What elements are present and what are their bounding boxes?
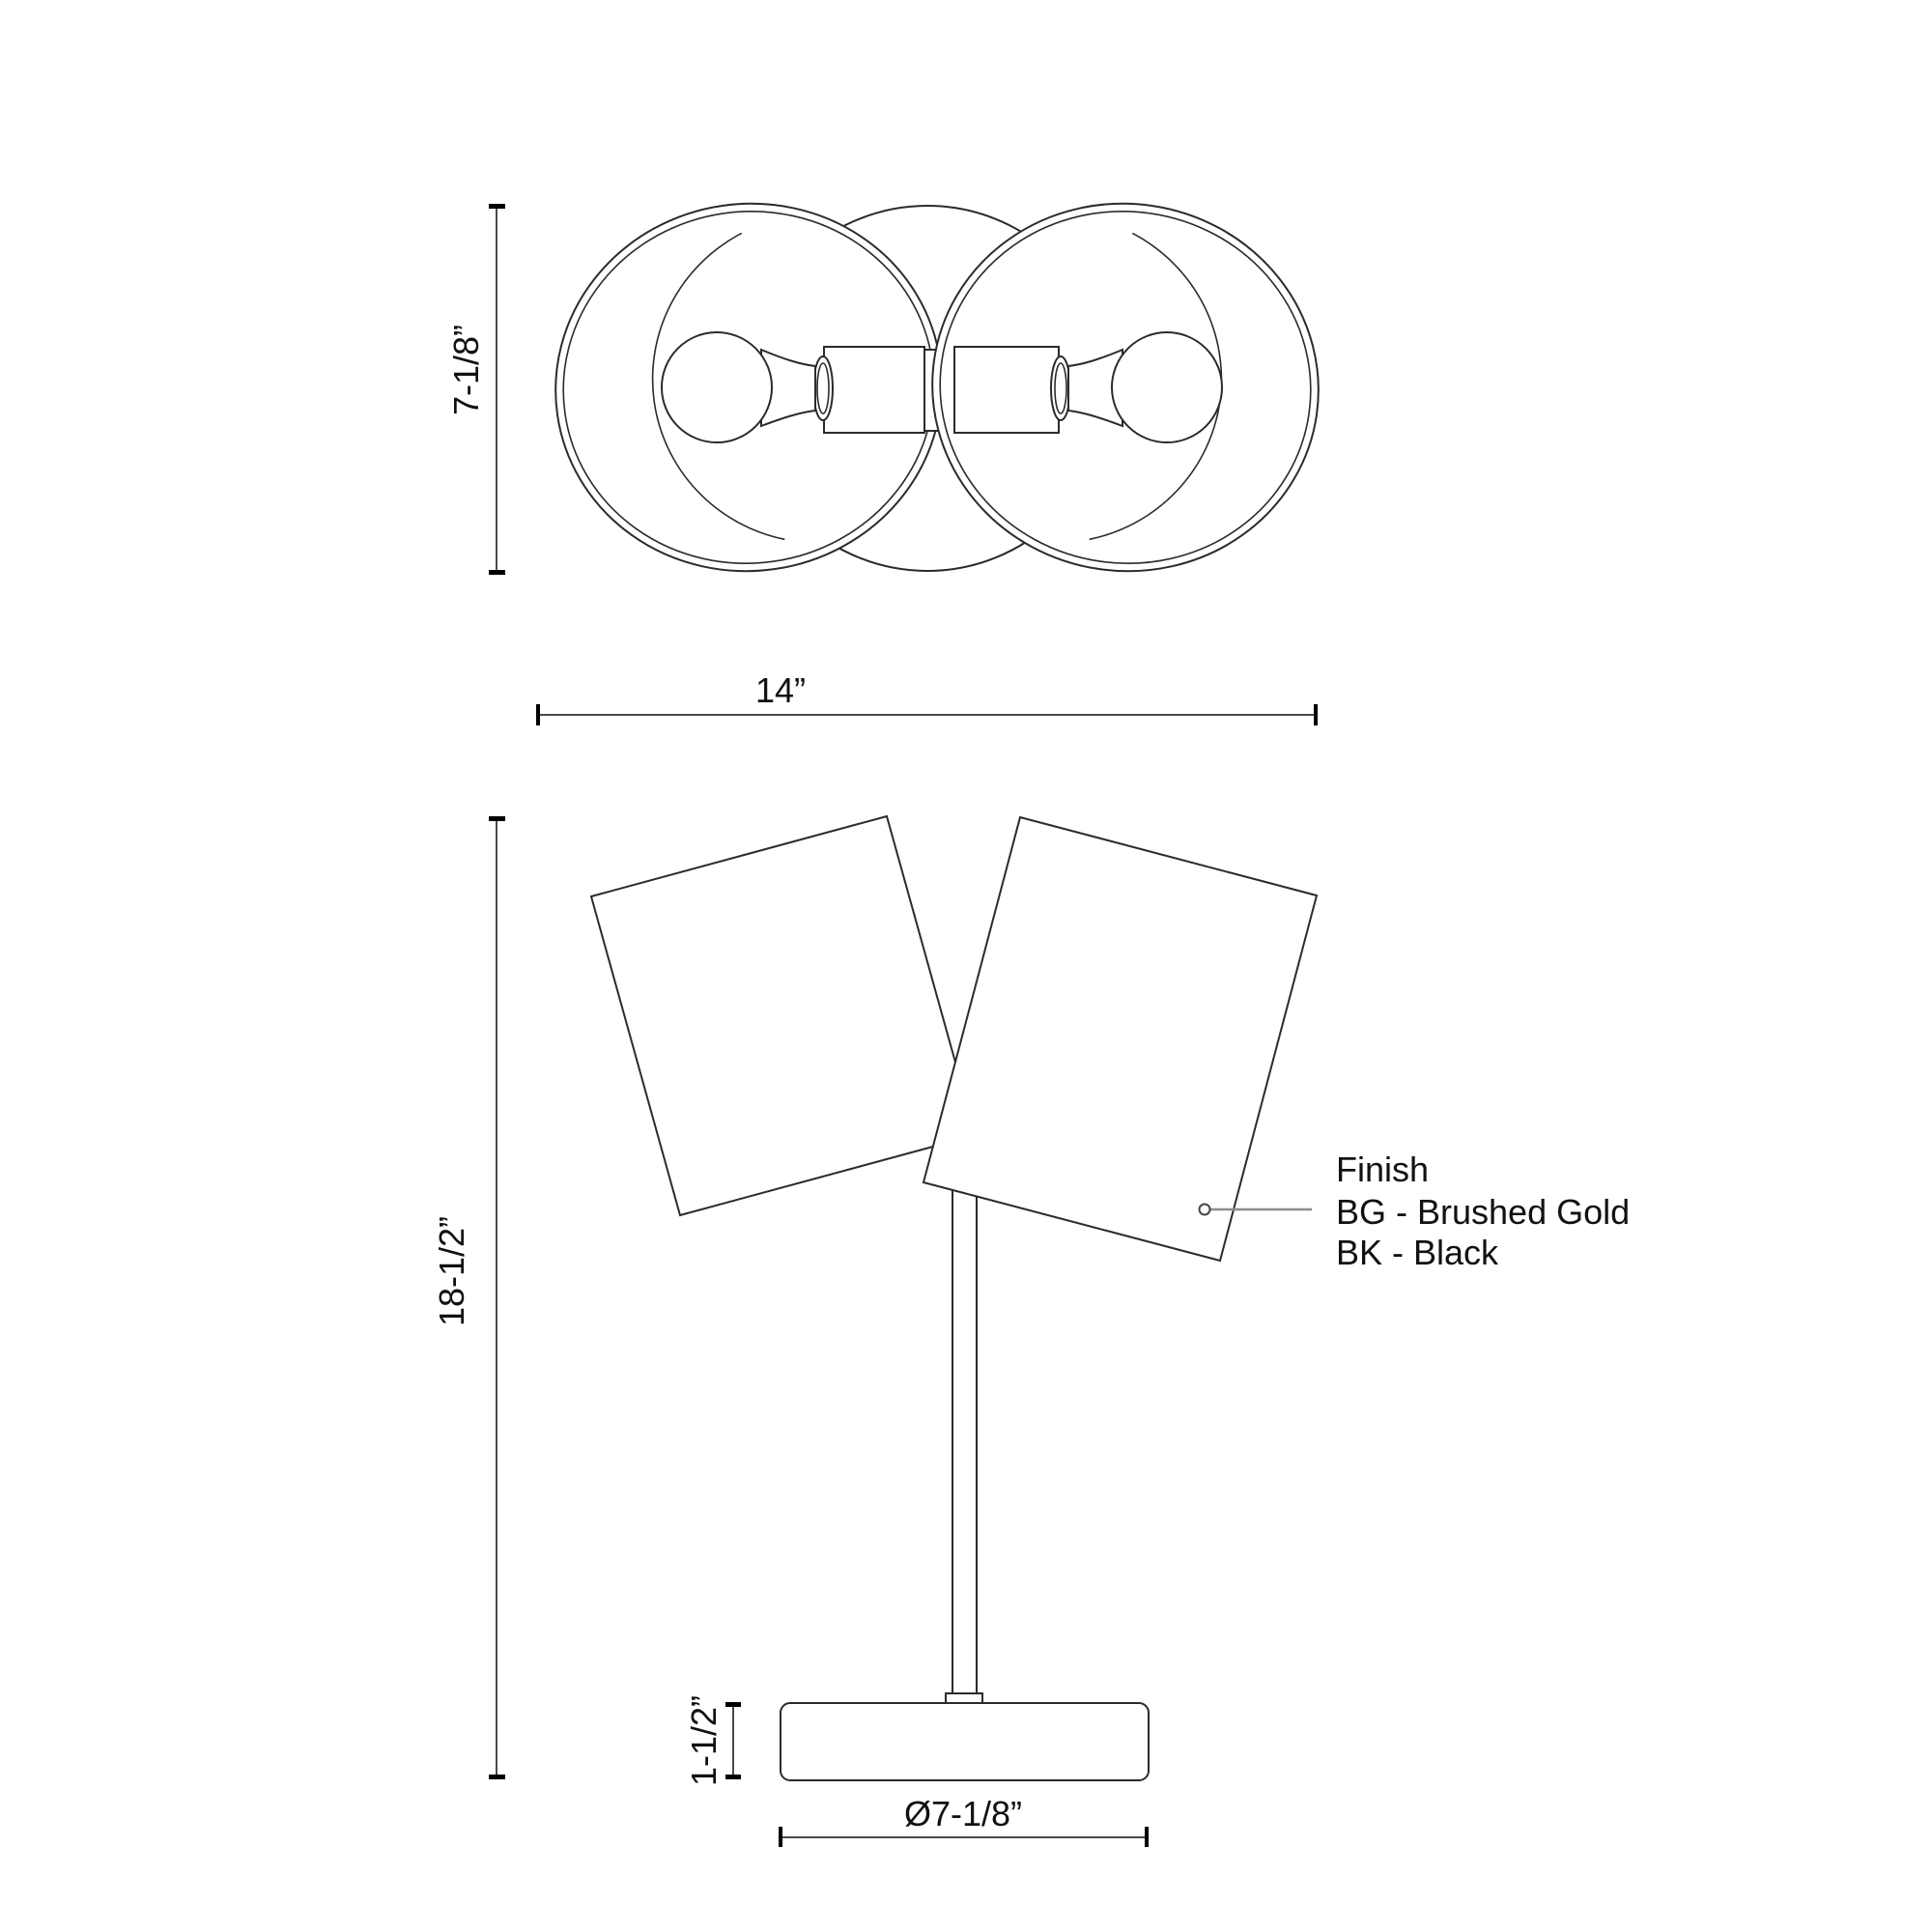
finish-callout — [1200, 1150, 1631, 1272]
dim-base-diameter-tick-left — [779, 1827, 782, 1847]
left-shade-front — [591, 816, 976, 1215]
dim-top-height — [446, 204, 505, 575]
dim-base-diameter-tick-right — [1145, 1827, 1149, 1847]
dim-top-height-tick-top — [489, 204, 505, 209]
dim-top-width-tick-right — [1314, 704, 1318, 725]
finish-leader-dot — [1200, 1205, 1210, 1215]
right-bulb — [1112, 332, 1222, 442]
dim-top-width — [536, 670, 1318, 725]
left-shade-top — [532, 179, 966, 596]
dim-top-width-label: 14” — [754, 670, 807, 710]
dim-base-height-tick-top — [725, 1702, 741, 1707]
dim-base-height — [684, 1695, 741, 1786]
right-shade-top — [909, 179, 1343, 596]
dim-front-height-tick-bottom — [489, 1775, 505, 1779]
dim-front-height-label: 18-1/2” — [432, 1215, 471, 1327]
dim-base-diameter-label: Ø7-1/8” — [903, 1794, 1023, 1833]
front-view — [432, 816, 1630, 1847]
dim-base-height-label: 1-1/2” — [684, 1694, 724, 1787]
dim-top-height-tick-bottom — [489, 570, 505, 575]
finish-title: Finish — [1336, 1150, 1430, 1189]
dim-base-height-tick-bottom — [725, 1775, 741, 1779]
dim-front-height — [432, 816, 505, 1779]
left-bulb — [662, 332, 772, 442]
dim-base-diameter — [779, 1794, 1149, 1847]
right-shade-front — [923, 817, 1317, 1261]
dim-front-height-tick-top — [489, 816, 505, 821]
right-socket-bracket — [954, 347, 1059, 433]
top-view — [446, 179, 1342, 725]
left-socket-bracket — [824, 347, 924, 433]
dim-top-width-tick-left — [536, 704, 540, 725]
dim-top-height-label: 7-1/8” — [446, 324, 486, 416]
base-front — [781, 1703, 1149, 1780]
finish-option-bk: BK - Black — [1336, 1233, 1499, 1272]
finish-option-bg: BG - Brushed Gold — [1336, 1192, 1631, 1232]
